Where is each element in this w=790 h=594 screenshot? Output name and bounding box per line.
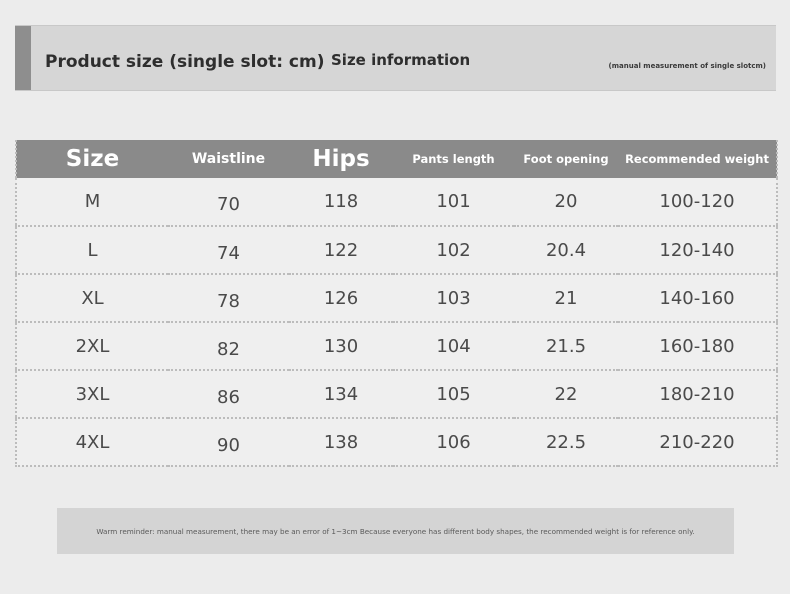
- cell-waistline: 74: [168, 226, 289, 274]
- cell-size: 4XL: [16, 418, 168, 466]
- column-header-recommended-weight: Recommended weight: [625, 152, 769, 166]
- warm-reminder-box: [57, 508, 734, 554]
- cell-recommended-weight: 160-180: [618, 322, 777, 370]
- cell-foot-opening: 22: [514, 370, 618, 418]
- column-header-foot-opening: Foot opening: [523, 152, 609, 166]
- cell-pants-length: 102: [393, 226, 514, 274]
- table-row: [16, 274, 777, 322]
- cell-size: 3XL: [16, 370, 168, 418]
- cell-pants-length: 101: [436, 191, 471, 212]
- cell-hips: 130: [289, 322, 393, 370]
- cell-foot-opening: 21: [514, 274, 618, 322]
- cell-size: 2XL: [16, 322, 168, 370]
- cell-size: XL: [16, 274, 168, 322]
- cell-hips: 118: [323, 191, 359, 212]
- table-row: [16, 226, 777, 274]
- cell-recommended-weight: 180-210: [618, 370, 777, 418]
- table-row: [16, 418, 777, 466]
- cell-waistline: 82: [168, 322, 289, 370]
- cell-foot-opening: 20: [554, 191, 578, 212]
- page-title: Product size (single slot: cm): [45, 52, 325, 72]
- cell-size: M: [84, 191, 101, 212]
- cell-recommended-weight: 120-140: [618, 226, 777, 274]
- cell-foot-opening: 21.5: [514, 322, 618, 370]
- cell-pants-length: 103: [393, 274, 514, 322]
- header-banner: [15, 25, 776, 91]
- measurement-note: (manual measurement of single slotcm): [608, 62, 766, 70]
- cell-recommended-weight: 100-120: [659, 191, 735, 212]
- cell-waistline: 86: [168, 370, 289, 418]
- table-row: [16, 322, 777, 370]
- cell-waistline: 90: [168, 418, 289, 466]
- cell-pants-length: 104: [393, 322, 514, 370]
- cell-hips: 138: [289, 418, 393, 466]
- cell-recommended-weight: 210-220: [618, 418, 777, 466]
- cell-recommended-weight: 140-160: [618, 274, 777, 322]
- cell-waistline: 78: [168, 274, 289, 322]
- cell-pants-length: 106: [393, 418, 514, 466]
- cell-hips: 134: [289, 370, 393, 418]
- warm-reminder-text: Warm reminder: manual measurement, there may be an error of 1~3cm Because everyone has different body shapes, the recommended weight is for reference only.: [96, 526, 695, 536]
- column-header-size: Size: [65, 146, 120, 172]
- cell-size: L: [16, 226, 168, 274]
- table-row: [16, 370, 777, 418]
- cell-hips: 122: [289, 226, 393, 274]
- column-header-hips: Hips: [312, 146, 370, 172]
- cell-hips: 126: [289, 274, 393, 322]
- column-header-waistline: Waistline: [191, 151, 266, 167]
- table-header-row: [16, 140, 777, 178]
- table-row: [16, 178, 777, 226]
- cell-foot-opening: 20.4: [514, 226, 618, 274]
- column-header-pants-length: Pants length: [412, 152, 495, 166]
- cell-waistline: 70: [217, 194, 240, 215]
- cell-foot-opening: 22.5: [514, 418, 618, 466]
- page-subtitle: Size information: [331, 51, 471, 69]
- cell-pants-length: 105: [393, 370, 514, 418]
- banner-accent-bar: [15, 26, 31, 90]
- size-chart-table: [15, 140, 778, 467]
